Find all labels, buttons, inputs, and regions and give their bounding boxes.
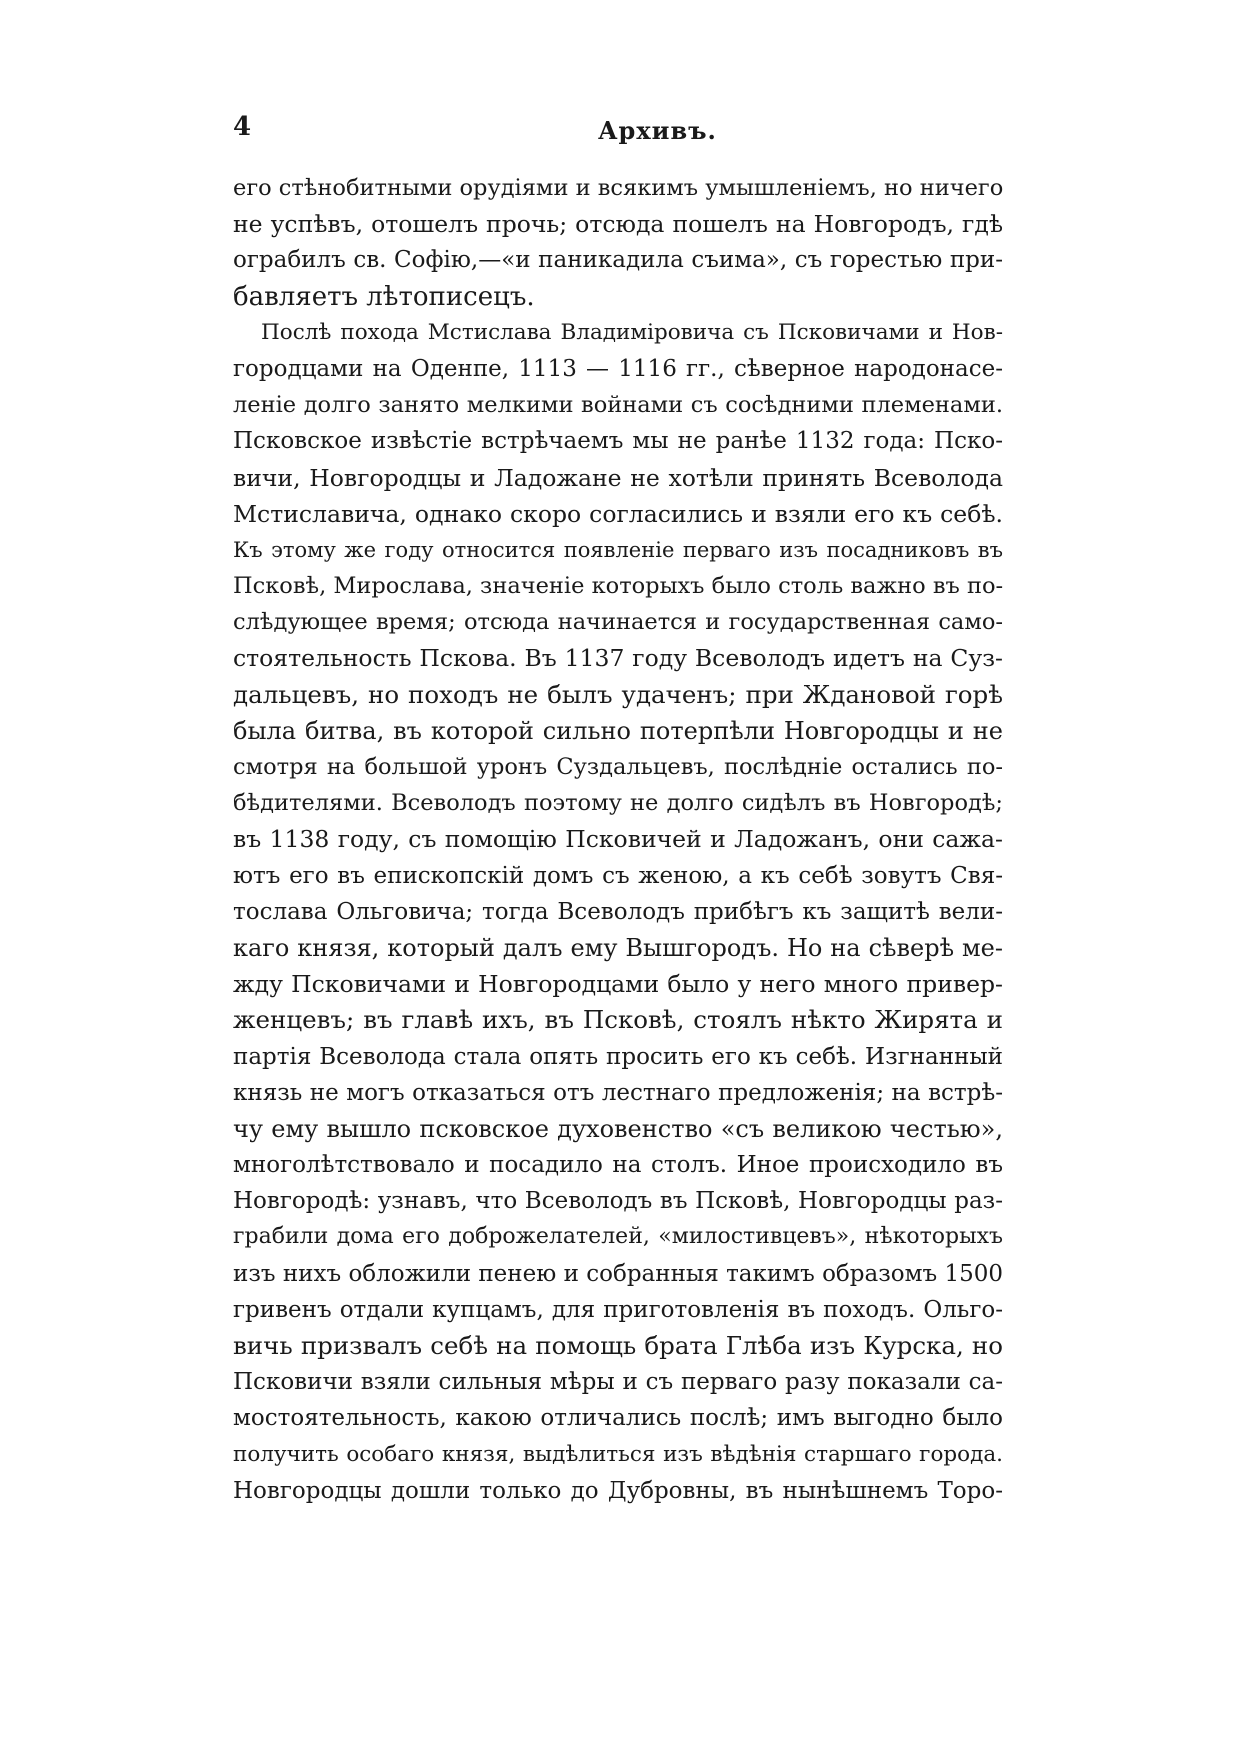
text-line: не успѣвъ, отошелъ прочь; отсюда пошелъ на Новгородъ, гдѣ — [233, 210, 1003, 239]
text-line: ютъ его въ епископскій домъ съ женою, а къ себѣ зовутъ Свя- — [233, 862, 1003, 889]
text-line: смотря на большой уронъ Суздальцевъ, послѣдніе остались по- — [233, 754, 1003, 780]
text-line: вичи, Новгородцы и Ладожане не хотѣли принять Всеволода — [233, 463, 1003, 492]
text-line: мостоятельность, какою отличались послѣ; имъ выгодно было — [233, 1405, 1003, 1432]
text-line: ограбилъ св. Софію,—«и паникадила съима», съ горестью при- — [233, 247, 1003, 274]
text-line: чу ему вышло псковское духовенство «съ великою честью», — [233, 1114, 1003, 1143]
text-line: тослава Ольговича; тогда Всеволодъ прибѣгъ къ защитѣ вели- — [233, 898, 1003, 925]
text-line: его стѣнобитными орудіями и всякимъ умышленіемъ, но ничего — [233, 175, 1003, 201]
text-line: изъ нихъ обложили пенею и собранныя такимъ образомъ 1500 — [233, 1260, 1003, 1287]
text-line: бавляетъ лѣтописецъ. — [233, 281, 535, 312]
text-line: женцевъ; въ главѣ ихъ, въ Псковѣ, стоялъ нѣкто Жирята и — [233, 1005, 1003, 1035]
text-line: грабили дома его доброжелателей, «милостивцевъ», нѣкоторыхъ — [233, 1224, 1003, 1250]
text-line: бѣдителями. Всеволодъ поэтому не долго сидѣлъ въ Новгородѣ; — [233, 790, 1003, 817]
text-line: Новгородѣ: узнавъ, что Всеволодъ въ Псковѣ, Новгородцы раз- — [233, 1188, 1003, 1215]
text-line: леніе долго занято мелкими войнами съ сосѣдними племенами. — [233, 392, 1003, 419]
text-line: жду Псковичами и Новгородцами было у него много привер- — [233, 970, 1003, 999]
text-line: Послѣ похода Мстислава Владиміровича съ Псковичами и Нов- — [261, 319, 1003, 345]
text-line: партія Всеволода стала опять просить его къ себѣ. Изгнанный — [233, 1043, 1003, 1070]
text-line: въ 1138 году, съ помощію Псковичей и Ладожанъ, они сажа- — [233, 825, 1003, 854]
running-title: Архивъ. — [598, 116, 717, 145]
page-number: 4 — [233, 112, 252, 142]
text-line: Псковѣ, Мирослава, значеніе которыхъ было столь важно въ по- — [233, 573, 1003, 600]
text-line: Псковское извѣстіе встрѣчаемъ мы не ранѣе 1132 года: Пско- — [233, 428, 1003, 455]
text-line: каго князя, который далъ ему Вышгородъ. Но на сѣверѣ ме- — [233, 933, 1003, 962]
body-text — [233, 170, 1003, 1509]
text-line: Псковичи взяли сильныя мѣры и съ перваго разу показали са- — [233, 1369, 1003, 1396]
text-line: вичь призвалъ себѣ на помощь брата Глѣба изъ Курска, но — [233, 1331, 1003, 1360]
text-line: князь не могъ отказаться отъ лестнаго предложенія; на встрѣ- — [233, 1079, 1003, 1106]
text-line: Къ этому же году относится появленіе перваго изъ посадниковъ въ — [233, 537, 1003, 562]
text-line: дальцевъ, но походъ не былъ удаченъ; при Ждановой горѣ — [233, 679, 1003, 709]
text-line: стоятельность Пскова. Въ 1137 году Всеволодъ идетъ на Суз- — [233, 644, 1003, 673]
text-line: Новгородцы дошли только до Дубровны, въ нынѣшнемъ Торо- — [233, 1477, 1003, 1504]
text-line: Мстиславича, однако скоро согласились и взяли его къ себѣ. — [233, 499, 1003, 528]
text-line: получить особаго князя, выдѣлиться изъ вѣдѣнія старшаго города. — [233, 1441, 1003, 1467]
text-line: гривенъ отдали купцамъ, для приготовленія въ походъ. Ольго- — [233, 1296, 1003, 1323]
text-line: слѣдующее время; отсюда начинается и государственная само- — [233, 609, 1003, 636]
text-line: городцами на Оденпе, 1113 — 1116 гг., сѣверное народонасе- — [233, 355, 1003, 382]
text-line: была битва, въ которой сильно потерпѣли Новгородцы и не — [233, 716, 1003, 745]
text-line: многолѣтствовало и посадило на столъ. Иное происходило въ — [233, 1152, 1003, 1179]
